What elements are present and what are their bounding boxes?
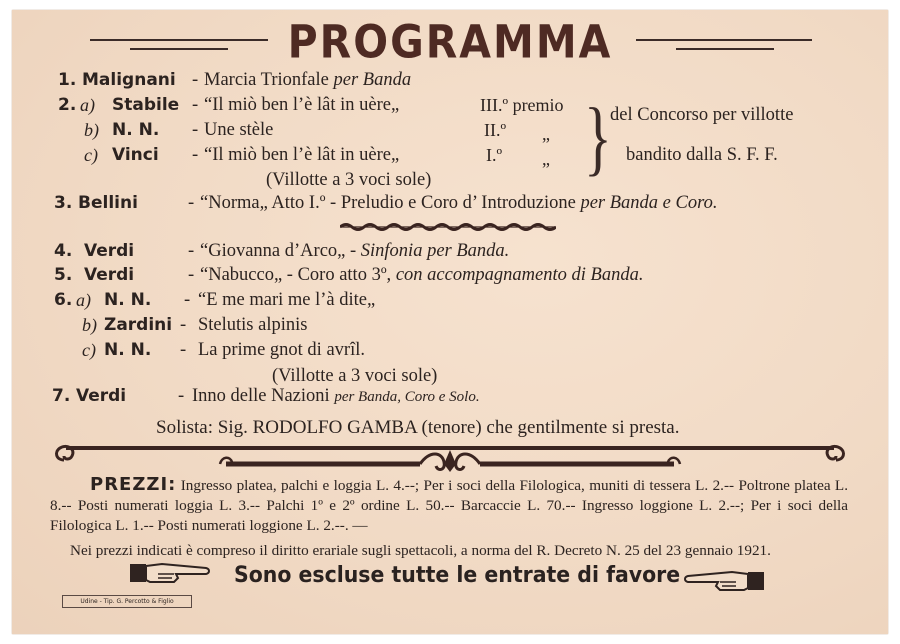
composer: N. N. (104, 290, 152, 310)
printer-imprint: Udine - Tip. G. Percotto & Figlio (62, 595, 192, 608)
dash: - (184, 290, 191, 310)
dash: - (192, 70, 199, 90)
dash: - (178, 386, 185, 406)
prize: II.º (484, 120, 507, 140)
sub-letter: b) (82, 315, 97, 335)
item-number: 2. (58, 95, 77, 115)
piece-title: Une stèle (204, 120, 274, 140)
dash: - (188, 241, 195, 261)
contest-line-1: del Concorso per villotte (610, 105, 794, 125)
composer: Malignani (82, 70, 176, 90)
prize: I.º (486, 145, 503, 165)
dash: - (180, 315, 187, 335)
voices-note: (Villotte a 3 voci sole) (272, 366, 438, 386)
voices-note: (Villotte a 3 voci sole) (266, 170, 432, 190)
item-number: 4. (54, 241, 73, 261)
piece-title: La prime gnot di avrîl. (198, 340, 365, 360)
page-title: PROGRAMMA (287, 15, 613, 69)
tax-note: Nei prezzi indicati è compreso il diritto erariale sugli spettacoli, a norma del R. Decreto N. 25 del 23 gennaio 1921. (70, 542, 771, 559)
sub-letter: b) (84, 120, 99, 140)
dash: - (192, 145, 199, 165)
composer: Verdi (76, 386, 127, 406)
item-number: 3. (54, 193, 73, 213)
pointing-hand-left-icon (682, 566, 766, 594)
composer: N. N. (112, 120, 160, 140)
wavy-divider (340, 221, 556, 233)
sub-letter: a) (80, 95, 95, 115)
sub-letter: a) (76, 290, 91, 310)
prices-label: PREZZI: (90, 474, 177, 495)
ditto-mark: „ (542, 124, 550, 144)
brace: } (584, 90, 612, 185)
prices-text: Ingresso platea, palchi e loggia L. 4.--; Per i soci della Filologica, muniti di tessera L. 2.-- Poltrone platea L. 8.-- Posti numerati loggia L. 3.-- Palchi 1º e 2º ordine L. 50.-- Barcaccie L. 70.-- Ingresso loggione L. 2.--; Per i soci della Filologica L. 1.-- Posti numerati loggione L. 2.--. — (50, 477, 849, 534)
piece-title: “Il miò ben l’è lât in uère„ (204, 145, 400, 165)
contest-line-2: bandito dalla S. F. F. (626, 145, 778, 165)
composer: N. N. (104, 340, 152, 360)
dash: - (188, 193, 195, 213)
piece-title: “Il miò ben l’è lât in uère„ (204, 95, 400, 115)
soloist-line: Solista: Sig. RODOLFO GAMBA (tenore) che gentilmente si presta. (156, 417, 680, 438)
piece-title: “Nabucco„ - Coro atto 3º, con accompagnamento di Banda. (200, 265, 644, 285)
piece-title: “E me mari me l’à dite„ (198, 290, 376, 310)
poster (12, 10, 888, 634)
title-rule-right-bottom (676, 48, 774, 50)
pointing-hand-right-icon (128, 558, 212, 586)
prize: III.º premio (480, 95, 564, 115)
ditto-mark: „ (542, 149, 550, 169)
piece-title: Marcia Trionfale per Banda (204, 70, 412, 90)
dash: - (192, 95, 199, 115)
composer: Bellini (78, 193, 138, 213)
composer: Verdi (84, 241, 135, 261)
ornamental-divider (50, 442, 850, 474)
dash: - (192, 120, 199, 140)
dash: - (188, 265, 195, 285)
composer: Stabile (112, 95, 180, 115)
piece-title: “Giovanna d’Arco„ - Sinfonia per Banda. (200, 241, 510, 261)
prices-block (50, 475, 848, 536)
sub-letter: c) (82, 340, 96, 360)
dash: - (180, 340, 187, 360)
piece-title: Inno delle Nazioni per Banda, Coro e Solo. (192, 386, 480, 406)
composer: Vinci (112, 145, 159, 165)
closing-notice: Sono escluse tutte le entrate di favore (234, 563, 681, 588)
composer: Zardini (104, 315, 173, 335)
piece-title: “Norma„ Atto I.º - Preludio e Coro d’ Introduzione per Banda e Coro. (200, 193, 718, 213)
composer: Verdi (84, 265, 135, 285)
title-rule-right-top (636, 39, 812, 41)
item-number: 7. (52, 386, 71, 406)
item-number: 6. (54, 290, 73, 310)
sub-letter: c) (84, 145, 98, 165)
item-number: 1. (58, 70, 77, 90)
item-number: 5. (54, 265, 73, 285)
piece-title: Stelutis alpinis (198, 315, 308, 335)
